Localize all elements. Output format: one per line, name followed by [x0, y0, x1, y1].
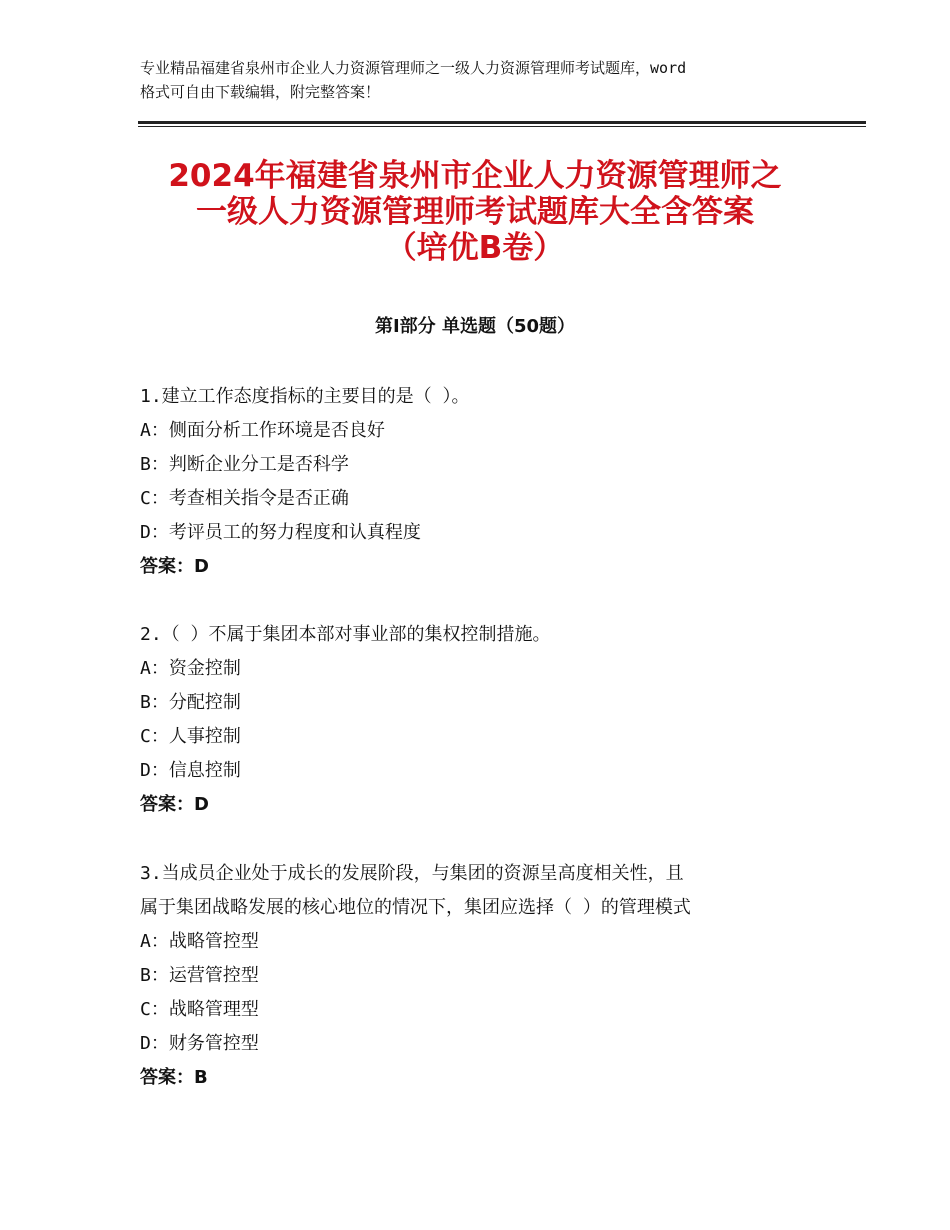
header-divider-thick [138, 121, 866, 124]
header-divider-thin [138, 126, 866, 127]
question-3-option-c: C：战略管理型 [140, 999, 259, 1020]
header-note-line-1: 专业精品福建省泉州市企业人力资源管理师之一级人力资源管理师考试题库，word [140, 59, 687, 77]
title-line-2: 一级人力资源管理师考试题库大全含答案 [196, 194, 754, 230]
question-2-option-d: D：信息控制 [140, 760, 241, 781]
question-1-option-b: B：判断企业分工是否科学 [140, 454, 349, 475]
question-1-option-c: C：考查相关指令是否正确 [140, 488, 349, 509]
question-3-stem-line-1: 3.当成员企业处于成长的发展阶段，与集团的资源呈高度相关性，且 [140, 863, 684, 884]
question-3-option-b: B：运营管控型 [140, 965, 259, 986]
section-heading: 第Ⅰ部分 单选题（50题） [374, 316, 575, 337]
question-1-stem: 1.建立工作态度指标的主要目的是（ ）。 [140, 386, 470, 407]
question-3-stem-line-2: 属于集团战略发展的核心地位的情况下，集团应选择（ ）的管理模式 [140, 897, 691, 918]
question-1-option-d: D：考评员工的努力程度和认真程度 [140, 522, 421, 543]
document-title [100, 158, 850, 266]
question-2-answer: 答案：D [140, 794, 209, 815]
question-2-option-a: A：资金控制 [140, 658, 241, 679]
header-note [140, 56, 830, 104]
title-line-3: （培优B卷） [385, 230, 565, 266]
question-1-option-a: A：侧面分析工作环境是否良好 [140, 420, 385, 441]
question-2-stem: 2.（ ）不属于集团本部对事业部的集权控制措施。 [140, 624, 551, 645]
question-3-answer: 答案：B [140, 1067, 208, 1088]
question-2-option-c: C：人事控制 [140, 726, 241, 747]
question-1-answer: 答案：D [140, 556, 209, 577]
question-3-option-a: A：战略管控型 [140, 931, 259, 952]
header-note-line-2: 格式可自由下载编辑，附完整答案！ [140, 83, 381, 101]
question-3-option-d: D：财务管控型 [140, 1033, 259, 1054]
question-2-option-b: B：分配控制 [140, 692, 241, 713]
title-line-1: 2024年福建省泉州市企业人力资源管理师之 [168, 158, 782, 194]
